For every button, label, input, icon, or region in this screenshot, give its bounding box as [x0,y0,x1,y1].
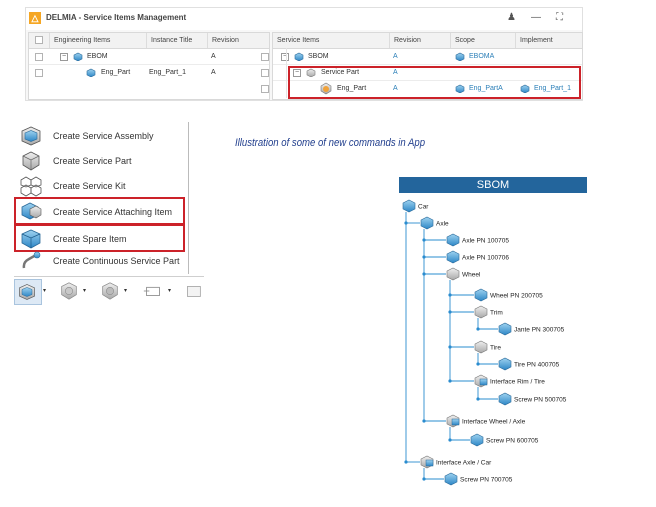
grid-header [29,33,269,49]
menu-item-label: Create Service Kit [53,181,126,191]
sbom-node[interactable] [445,473,513,485]
collapse-toggle[interactable]: − [61,53,67,60]
part-icon [447,251,459,263]
product-icon [73,52,83,61]
sbom-node[interactable] [447,415,526,427]
tree-junction-dot [404,460,407,463]
tree-nodes [403,200,567,485]
menu-item-create-continuous-service-part[interactable] [14,249,204,274]
item-name: Service Part [321,69,360,76]
assembly-icon [447,268,459,280]
sbom-node[interactable] [447,251,509,263]
tree-junction-dot [422,419,425,422]
sbom-node-label: Interface Wheel / Axle [462,418,526,426]
tree-junction-dot [422,272,425,275]
delmia-logo-icon: △ [29,12,41,24]
part-icon [471,434,483,446]
item-revision: A [393,69,398,76]
menu-item-create-service-kit[interactable] [14,174,204,199]
highlight-box [288,66,581,99]
instance-title: Eng_Part_1 [149,69,186,76]
command-toolbar [14,276,204,307]
item-revision: A [393,85,398,92]
part-icon [445,473,457,485]
sbom-node[interactable] [475,289,543,301]
grid-header [273,33,582,49]
attaching-item-icon [19,200,43,222]
scope-link[interactable]: Eng_PartA [469,85,503,92]
tree-junction-dot [476,362,479,365]
row-checkbox[interactable] [261,69,269,77]
sbom-node-label: Interface Rim / Tire [490,378,545,386]
illustration-caption: Illustration of some of new commands in App [235,137,426,149]
tree-junction-dot [422,238,425,241]
sbom-node[interactable] [499,393,567,405]
implement-link[interactable]: Eng_Part_1 [534,85,571,92]
menu-item-label: Create Service Part [53,156,132,166]
menu-item-label: Create Service Attaching Item [53,207,173,217]
column-scope[interactable]: Scope [450,33,515,48]
sbom-tree [394,194,614,494]
sbom-node-label: Axle PN 100705 [462,237,509,245]
service-part-icon [19,150,43,172]
part-icon [499,323,511,335]
chevron-down-icon[interactable]: ▾ [168,288,172,294]
sbom-node-label: Axle [436,220,449,228]
item-name: SBOM [308,53,329,60]
sbom-node-label: Interface Axle / Car [436,459,492,467]
minimize-button[interactable]: — [531,12,541,23]
sbom-node[interactable] [475,306,503,318]
part-icon [403,200,415,212]
sbom-node-label: Screw PN 700705 [460,476,513,484]
sbom-node[interactable] [475,341,501,353]
sbom-node-label: Screw PN 600705 [486,437,539,445]
part-icon [86,68,96,77]
sbom-title: SBOM [399,177,587,193]
sbom-node-label: Trim [490,309,503,317]
item-name: Eng_Part [101,69,131,76]
collapse-toggle[interactable]: − [294,69,300,76]
sbom-node[interactable] [475,375,545,387]
tree-junction-dot [476,397,479,400]
service-part-tool-icon[interactable] [58,280,80,302]
part-icon [421,217,433,229]
sbom-node-label: Wheel PN 200705 [490,292,543,300]
tree-junction-dot [422,477,425,480]
sbom-node-label: Jante PN 300705 [514,326,565,334]
menu-item-label: Create Service Assembly [53,131,154,141]
chevron-down-icon[interactable]: ▾ [83,288,87,294]
assembly-icon [475,341,487,353]
table-row[interactable] [273,49,582,64]
tree-junction-dot [422,255,425,258]
column-instance-title[interactable]: Instance Title [146,33,207,48]
column-revision[interactable]: Revision [207,33,269,48]
tree-junction-dot [448,310,451,313]
item-revision: A [211,53,216,60]
column-service-items[interactable]: Service Items [277,37,320,44]
menu-item-create-service-attaching-item[interactable] [14,197,185,225]
spare-item-icon [19,228,43,250]
interface-overlay-icon [426,460,433,466]
service-kit-icon [19,175,43,197]
sbom-node[interactable] [447,268,481,280]
item-name: EBOM [87,53,108,60]
sbom-node-label: Screw PN 500705 [514,396,567,404]
select-all-checkbox[interactable] [35,36,43,44]
item-name: Eng_Part [337,85,367,92]
sbom-node[interactable] [421,217,449,229]
item-revision: A [211,69,216,76]
engineering-items-grid [28,32,270,100]
tree-junction-dot [448,438,451,441]
table-row[interactable] [29,49,269,64]
menu-scrollbar[interactable] [188,122,189,274]
link-tool-icon[interactable] [142,280,164,302]
scope-icon [455,52,465,61]
kit-tool-icon[interactable] [99,280,121,302]
part-icon [447,234,459,246]
column-revision[interactable]: Revision [389,33,450,48]
active-tool-button[interactable] [14,279,42,305]
sbom-node[interactable] [471,434,539,446]
maximize-button[interactable]: ⛶ [556,12,563,23]
menu-item-create-spare-item[interactable] [14,224,185,252]
chevron-down-icon[interactable]: ▾ [43,288,47,294]
row-checkbox[interactable] [261,53,269,61]
part-icon [475,289,487,301]
sbom-node[interactable] [499,358,560,370]
row-checkbox[interactable] [35,69,43,77]
continuous-part-icon [19,250,43,272]
sbom-node-label: Wheel [462,271,481,279]
sbom-node[interactable] [421,456,492,468]
generic-tool-icon[interactable] [182,280,204,302]
profile-icon[interactable]: ♟ [507,12,516,23]
tree-junction-dot [476,327,479,330]
part-icon [499,358,511,370]
row-selector-column [272,48,287,98]
table-row[interactable] [29,65,269,80]
column-engineering-items[interactable]: Engineering Items [49,33,146,48]
product-icon [294,52,304,61]
service-assembly-icon [19,125,43,147]
item-revision: A [393,53,398,60]
chevron-down-icon[interactable]: ▾ [124,288,128,294]
window-title: DELMIA - Service Items Management [46,13,187,22]
sbom-node[interactable] [499,323,565,335]
sbom-node-label: Car [418,203,429,211]
column-implement[interactable]: Implement [515,33,582,48]
scope-link[interactable]: EBOMA [469,53,495,60]
menu-item-label: Create Continuous Service Part [53,256,180,266]
tree-junction-dot [448,293,451,296]
interface-overlay-icon [480,379,487,385]
part-icon [499,393,511,405]
title-bar [26,8,582,30]
sbom-node-label: Tire PN 400705 [514,361,560,369]
service-items-window [25,7,583,101]
service-assembly-icon [17,282,37,302]
sbom-node-label: Axle PN 100706 [462,254,509,262]
assembly-icon [475,306,487,318]
sbom-node-label: Tire [490,344,501,352]
interface-overlay-icon [452,419,459,425]
menu-item-label: Create Spare Item [53,234,127,244]
menu-item-create-service-assembly[interactable] [14,124,204,149]
row-checkbox[interactable] [261,85,269,93]
collapse-toggle[interactable]: − [282,53,288,60]
sbom-node[interactable] [403,200,429,212]
sbom-node[interactable] [447,234,509,246]
tree-junction-dot [448,345,451,348]
tree-junction-dot [404,221,407,224]
menu-item-create-service-part[interactable] [14,149,204,174]
tree-junction-dot [448,379,451,382]
row-checkbox[interactable] [35,53,43,61]
